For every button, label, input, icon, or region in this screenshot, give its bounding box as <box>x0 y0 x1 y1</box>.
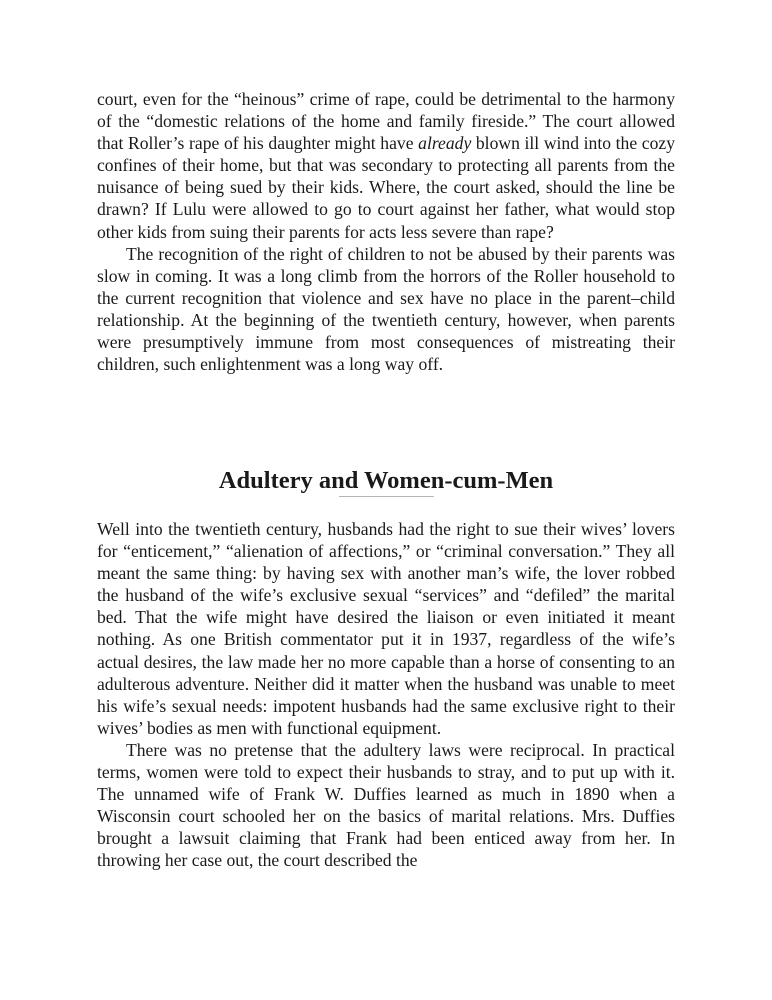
paragraph: Well into the twentieth century, husbands had the right to sue their wives’ lovers for “enticement,” “alienation of affections,” or “criminal conversation.” They all meant the same thing: by having sex with another man’s wife, the lover robbed the husband of the wife’s exclusive sexual “services” and “defiled” the marital bed. That the wife might have desired the liaison or even initiated it meant nothing. As one British commentator put it in 1937, regardless of the wife’s actual desires, the law made her no more capable than a horse of consenting to an adulterous adventure. Neither did it matter when the husband was unable to meet his wife’s sexual needs: impotent husbands had the same exclusive right to their wives’ bodies as men with functional equipment. <box>97 519 675 738</box>
text-block-bottom <box>97 518 675 872</box>
paragraph-continued <box>97 88 675 243</box>
paragraph-text: blown ill wind into the cozy confines of their home, but that was secondary to protecting all parents from the nuisance of being sued by their kids. Where, the court asked, should the line be drawn? If Lulu were allowed to go to court against her father, what would stop other kids from suing their parents for acts less severe than rape? <box>97 133 675 242</box>
emphasis-text: already <box>418 133 472 154</box>
text-block-top <box>97 88 675 375</box>
paragraph: The recognition of the right of children to not be abused by their parents was slow in coming. It was a long climb from the horrors of the Roller household to the current recognition that violence and sex have no place in the parent–child relationship. At the beginning of the twentieth century, however, when parents were presumptively immune from most consequences of mistreating their children, such enlightenment was a long way off. <box>97 243 675 375</box>
section-heading: Adultery and Women-cum-Men <box>218 467 554 494</box>
paragraph: There was no pretense that the adultery laws were reciprocal. In practical terms, women were told to expect their husbands to stray, and to put up with it. The unnamed wife of Frank W. Duffies learned as much in 1890 when a Wisconsin court schooled her on the basics of marital relations. Mrs. Duffies brought a lawsuit claiming that Frank had been enticed away from her. In throwing her case out, the court described the <box>97 739 675 871</box>
paragraph-text: court, even for the “heinous” crime of rape, could be detrimental to the harmony of the “domestic relations of the home and family fireside.” The court allowed that Roller’s rape of his daughter might have <box>97 89 675 154</box>
heading-underline <box>339 496 434 497</box>
